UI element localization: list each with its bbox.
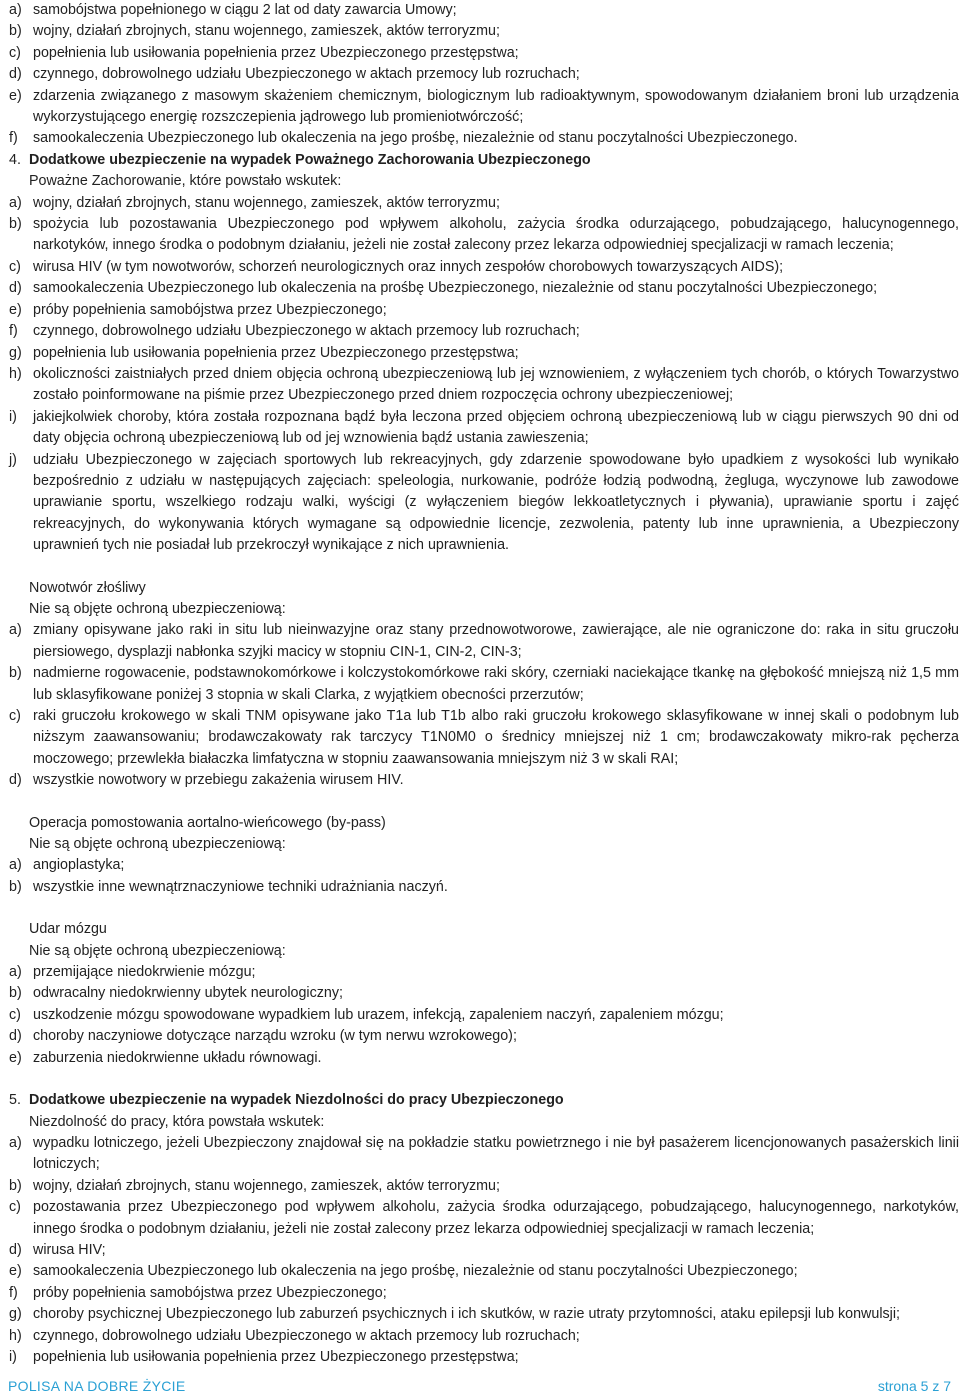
list-item: [9, 450, 959, 557]
list-item: [9, 770, 959, 791]
list-text: próby popełnienia samobójstwa przez Ubezpieczonego;: [33, 1284, 387, 1301]
list-marker: b): [9, 216, 22, 233]
list-item: [9, 86, 959, 129]
list-marker: d): [9, 66, 22, 83]
list-text: wojny, działań zbrojnych, stanu wojennego, zamieszek, aktów terroryzmu;: [33, 1177, 500, 1194]
list-marker: b): [9, 665, 22, 682]
list-marker: h): [9, 365, 22, 382]
list-text: wszystkie inne wewnątrznaczyniowe techniki udrażniania naczyń.: [33, 878, 448, 895]
nowotwor-list: [9, 620, 959, 791]
list-item: [9, 21, 959, 42]
list-marker: c): [9, 258, 21, 275]
list-text: spożycia lub pozostawania Ubezpieczonego pod wpływem alkoholu, zażycia środka odurzającego, pobudzającego, halucynogennego, narkotyków, innego środka o podobnym działaniu, jeżeli nie został zalecony przez lekarza odpowiedniej specjalizacji w ramach leczenia;: [33, 216, 959, 254]
list-text: czynnego, dobrowolnego udziału Ubezpieczonego w aktach przemocy lub rozruchach;: [33, 1327, 580, 1344]
list-item: [9, 64, 959, 85]
list-text: popełnienia lub usiłowania popełnienia przez Ubezpieczonego przestępstwa;: [33, 344, 519, 361]
list-marker: a): [9, 2, 22, 18]
list-marker: f): [9, 1284, 18, 1301]
list-text: samookaleczenia Ubezpieczonego lub okaleczenia na prośbę Ubezpieczonego, niezależnie od stanu poczytalności Ubezpieczonego;: [33, 280, 878, 297]
list-text: popełnienia lub usiłowania popełnienia przez Ubezpieczonego przestępstwa;: [33, 1348, 519, 1365]
list-marker: i): [9, 1348, 17, 1365]
list-item: [9, 1026, 959, 1047]
list-text: zaburzenia niedokrwienne układu równowagi.: [33, 1049, 322, 1066]
list-text: choroby naczyniowe dotyczące narządu wzroku (w tym nerwu wzrokowego);: [33, 1028, 517, 1045]
list-marker: d): [9, 1241, 22, 1258]
list-item: [9, 1048, 959, 1069]
list-text: wirusa HIV;: [33, 1241, 106, 1258]
list-item: [9, 1261, 959, 1282]
list-marker: e): [9, 1263, 22, 1280]
list-item: [9, 1005, 959, 1026]
list-text: samobójstwa popełnionego w ciągu 2 lat od daty zawarcia Umowy;: [33, 2, 457, 18]
list-marker: g): [9, 1306, 22, 1323]
list-text: popełnienia lub usiłowania popełnienia przez Ubezpieczonego przestępstwa;: [33, 44, 519, 61]
list-marker: d): [9, 772, 22, 789]
list-marker: b): [9, 23, 22, 40]
footer-page-number: strona 5 z 7: [877, 1378, 951, 1394]
list-item: [9, 1326, 959, 1347]
list-text: wirusa HIV (w tym nowotworów, schorzeń neurologicznych oraz innych zespołów chorobowych towarzyszących AIDS);: [33, 258, 784, 275]
list-marker: c): [9, 44, 21, 61]
list-marker: b): [9, 878, 22, 895]
udar-subtitle: Nie są objęte ochroną ubezpieczeniową:: [29, 942, 286, 959]
list-item: [9, 407, 959, 450]
udar-title: Udar mózgu: [29, 921, 107, 938]
list-item: [9, 620, 959, 663]
footer-brand: POLISA NA DOBRE ŻYCIE: [8, 1378, 186, 1394]
list-item: [9, 877, 959, 898]
list-item: [9, 1133, 959, 1176]
section-5-heading: [9, 1090, 959, 1111]
section-5-list: [9, 1133, 959, 1368]
list-text: czynnego, dobrowolnego udziału Ubezpieczonego w aktach przemocy lub rozruchach;: [33, 66, 580, 83]
list-marker: b): [9, 1177, 22, 1194]
list-text: zmiany opisywane jako raki in situ lub nieinwazyjne oraz stany przednowotworowe, zawierające, ale nie ograniczone do: raka in situ gruczołu piersiowego, dysplazji nabłonka szyjki macicy w stopniu CIN-1, CIN-2, CIN-3;: [33, 622, 959, 660]
list-text: raki gruczołu krokowego w skali TNM opisywane jako T1a lub T1b albo raki gruczołu krokowego sklasyfikowane w innej skali o podobnym lub niższym zaawansowaniu; brodawczakowaty rak tarczycy T1N0M0 o średnicy mniejszej niż 1 cm; brodawczakowaty mikro-rak pęcherza moczowego; przewlekła białaczka limfatyczna w stopniu zaawansowania mniejszym niż 3 w skali RAI;: [33, 708, 959, 767]
list-marker: e): [9, 301, 22, 318]
list-item: [9, 962, 959, 983]
section-4-list: [9, 193, 959, 557]
list-item: [9, 43, 959, 64]
list-text: pozostawania przez Ubezpieczonego pod wpływem alkoholu, zażycia środka odurzającego, pobudzającego, halucynogennego, narkotyków, innego środka o podobnym działaniu, jeżeli nie został zalecony przez lekarza odpowiedniej specjalizacji w ramach leczenia;: [33, 1199, 959, 1237]
list-text: próby popełnienia samobójstwa przez Ubezpieczonego;: [33, 301, 387, 318]
list-text: przemijające niedokrwienie mózgu;: [33, 964, 256, 981]
operacja-list: [9, 855, 959, 898]
operacja-title: Operacja pomostowania aortalno-wieńcowego (by-pass): [29, 814, 386, 831]
list-text: odwracalny niedokrwienny ubytek neurologiczny;: [33, 985, 343, 1002]
document-body: [9, 0, 959, 1368]
list-text: wypadku lotniczego, jeżeli Ubezpieczony znajdował się na pokładzie statku powietrznego i nie był pasażerem licencjonowanych pasażerskich linii lotniczych;: [33, 1134, 959, 1173]
section-5-subtitle: Niezdolność do pracy, która powstała wskutek:: [29, 1113, 325, 1130]
list-text: wojny, działań zbrojnych, stanu wojennego, zamieszek, aktów terroryzmu;: [33, 23, 500, 40]
section-title: Dodatkowe ubezpieczenie na wypadek Niezdolności do pracy Ubezpieczonego: [29, 1092, 564, 1109]
list-marker: g): [9, 344, 22, 361]
list-item: [9, 983, 959, 1004]
list-marker: e): [9, 87, 22, 104]
list-marker: c): [9, 1006, 21, 1023]
list-marker: f): [9, 323, 18, 340]
list-marker: a): [9, 857, 22, 874]
list-marker: j): [9, 451, 17, 468]
section-4-heading: [9, 150, 959, 171]
nowotwor-title: Nowotwór złośliwy: [29, 579, 146, 596]
list-item: [9, 1176, 959, 1197]
list-text: jakiejkolwiek choroby, która została rozpoznana bądź była leczona przed objęciem ochroną ubezpieczeniową lub w ciągu pierwszych 90 dni od daty objęcia ochroną ubezpieczeniową lub od jej wznowienia bądź ustania zawieszenia;: [33, 408, 959, 447]
list-text: angioplastyka;: [33, 857, 125, 874]
list-text: uszkodzenie mózgu spowodowane wypadkiem lub urazem, infekcją, zapaleniem naczyń, zapaleniem mózgu;: [33, 1006, 724, 1023]
list-marker: e): [9, 1049, 22, 1066]
list-item: [9, 706, 959, 770]
nowotwor-subtitle: Nie są objęte ochroną ubezpieczeniową:: [29, 600, 286, 617]
list-marker: a): [9, 622, 22, 639]
list-item: [9, 0, 959, 21]
list-marker: a): [9, 1134, 22, 1151]
list-text: wszystkie nowotwory w przebiegu zakażenia wirusem HIV.: [33, 772, 404, 789]
list-marker: a): [9, 964, 22, 981]
list-marker: c): [9, 1199, 21, 1216]
list-item: [9, 257, 959, 278]
list-marker: a): [9, 194, 22, 211]
intro-list: [9, 0, 959, 150]
list-item: [9, 300, 959, 321]
list-marker: i): [9, 408, 17, 425]
list-text: okoliczności zaistniałych przed dniem objęcia ochroną ubezpieczeniową lub jej wznowieniem, z wyłączeniem tych chorób, o których Towarzystwo zostało poinformowane na piśmie przez Ubezpieczonego przed dniem rozpoczęcia ochrony ubezpieczeniowej;: [33, 365, 959, 404]
list-text: samookaleczenia Ubezpieczonego lub okaleczenia na jego prośbę, niezależnie od stanu poczytalności Ubezpieczonego;: [33, 1263, 798, 1280]
section-title: Dodatkowe ubezpieczenie na wypadek Poważnego Zachorowania Ubezpieczonego: [29, 151, 591, 168]
list-item: [9, 1304, 959, 1325]
list-item: [9, 364, 959, 407]
operacja-subtitle: Nie są objęte ochroną ubezpieczeniową:: [29, 836, 286, 853]
list-item: [9, 128, 959, 149]
list-text: nadmierne rogowacenie, podstawnokomórkowe i kolczystokomórkowe raki skóry, czerniaki naciekające tkankę na głębokość mniejszą niż 1,5 mm lub sklasyfikowane poniżej 3 stopnia w skali Clarka, z wyjątkiem obecności przerzutów;: [33, 665, 959, 703]
section-4-subtitle: Poważne Zachorowanie, które powstało wskutek:: [29, 173, 342, 190]
list-item: [9, 1347, 959, 1368]
section-number: 4.: [9, 151, 21, 168]
list-text: choroby psychicznej Ubezpieczonego lub zaburzeń psychicznych i ich skutków, w razie utraty przytomności, ataku epilepsji lub konwulsji;: [33, 1306, 900, 1323]
list-marker: c): [9, 708, 21, 724]
list-item: [9, 1283, 959, 1304]
list-text: udziału Ubezpieczonego w zajęciach sportowych lub rekreacyjnych, gdy zdarzenie spowodowane było upadkiem z wysokości lub wynikało bezpośrednio z udziału w następujących zajęciach: speleologia, nurkowanie, podróże łodzią podwodną, żegluga, wyczynowe lub zawodowe uprawianie sportu, wszelkiego rodzaju walki, wyścigi (z wyłączeniem biegów lekkoatletycznych i pływania), uprawianie sportu i zajęć rekreacyjnych, do wykonywania których wymagane są odpowiednie licencje, zezwolenia, patenty lub inne uprawnienia, a Ubezpieczony uprawnień tych nie posiadał lub przekroczył wynikające z nich uprawnienia.: [33, 451, 959, 554]
list-marker: d): [9, 1028, 22, 1045]
list-marker: h): [9, 1327, 22, 1344]
list-item: [9, 663, 959, 706]
list-item: [9, 278, 959, 299]
section-number: 5.: [9, 1092, 21, 1109]
list-item: [9, 214, 959, 257]
udar-list: [9, 962, 959, 1069]
list-item: [9, 855, 959, 876]
list-marker: d): [9, 280, 22, 297]
list-text: zdarzenia związanego z masowym skażeniem chemicznym, biologicznym lub radioaktywnym, spowodowanym działaniem broni lub urządzenia wykorzystującego energię rozszczepienia jądrowego lub promieniotwórczość;: [33, 87, 959, 126]
list-item: [9, 193, 959, 214]
list-text: wojny, działań zbrojnych, stanu wojennego, zamieszek, aktów terroryzmu;: [33, 194, 500, 211]
list-marker: b): [9, 985, 22, 1002]
list-text: samookaleczenia Ubezpieczonego lub okaleczenia na jego prośbę, niezależnie od stanu poczytalności Ubezpieczonego.: [33, 130, 798, 147]
list-item: [9, 343, 959, 364]
list-item: [9, 1240, 959, 1261]
list-item: [9, 1197, 959, 1240]
list-marker: f): [9, 130, 18, 147]
list-item: [9, 321, 959, 342]
list-text: czynnego, dobrowolnego udziału Ubezpieczonego w aktach przemocy lub rozruchach;: [33, 323, 580, 340]
